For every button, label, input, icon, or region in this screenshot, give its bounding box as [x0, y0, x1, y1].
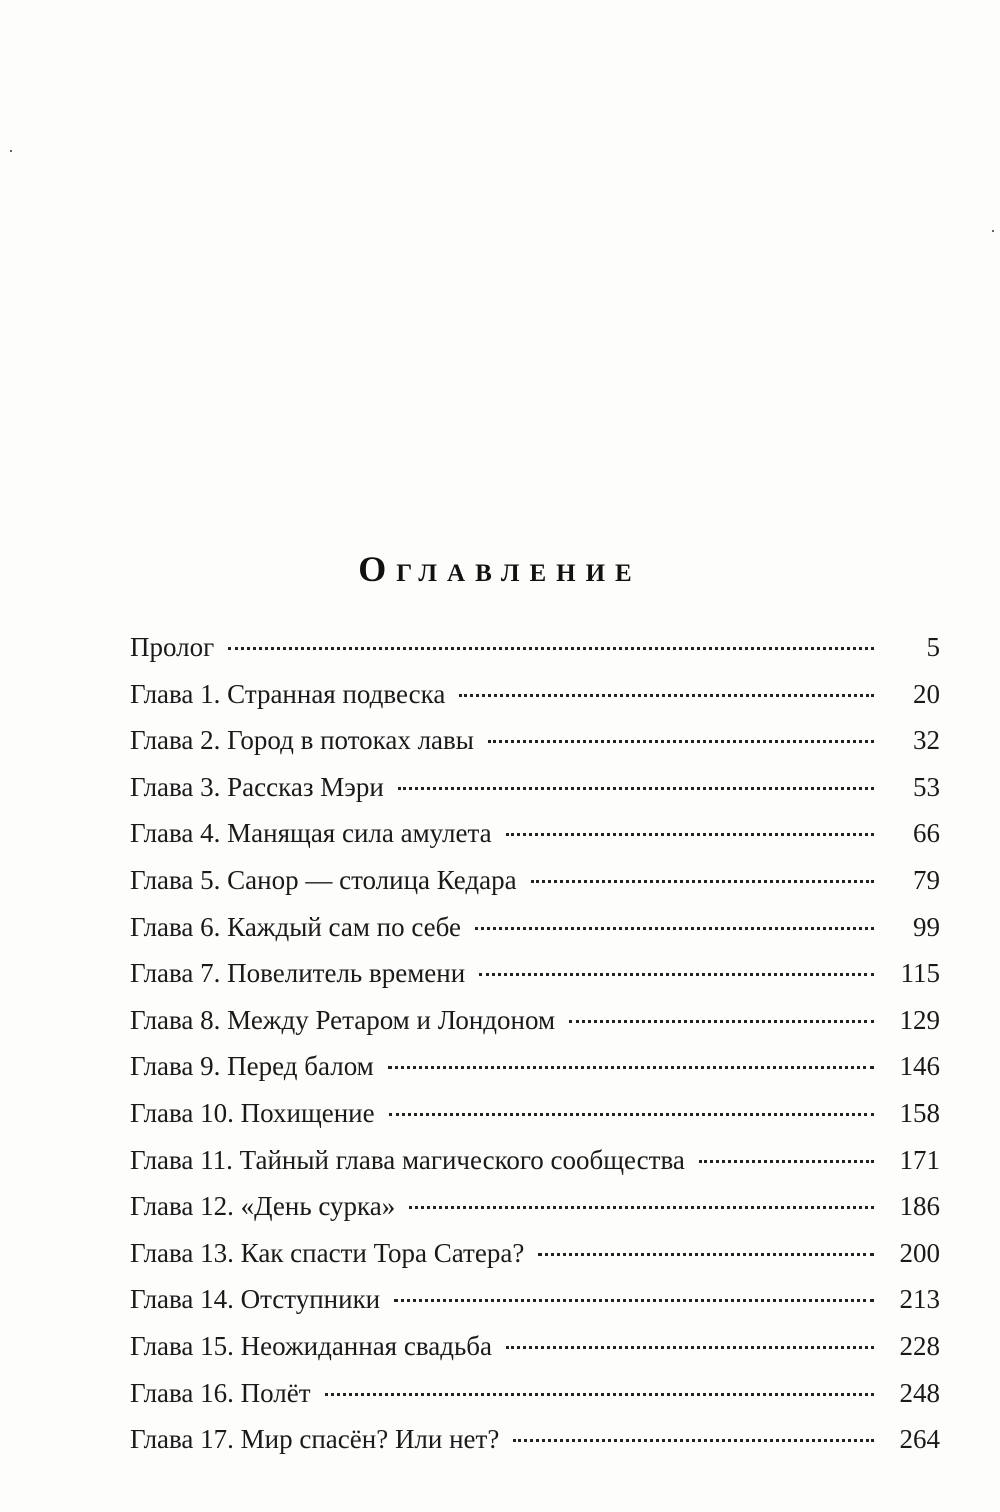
toc-entry — [130, 1331, 940, 1378]
toc-entry-page: 213 — [899, 1284, 940, 1315]
dot-leader — [569, 1020, 873, 1023]
dot-leader — [325, 1393, 874, 1396]
toc-entry-title: Глава 14. Отступники — [130, 1284, 381, 1315]
dot-leader — [513, 1439, 873, 1442]
dot-leader — [394, 1299, 873, 1302]
toc-entry-page: 66 — [913, 818, 940, 849]
dot-leader — [531, 880, 874, 883]
dot-leader — [398, 787, 874, 790]
toc-entry-page: 186 — [899, 1191, 940, 1222]
toc-entry-title: Глава 6. Каждый сам по себе — [130, 911, 462, 942]
scan-speck — [10, 150, 12, 152]
toc-entry — [130, 865, 940, 912]
toc-entry-page: 79 — [913, 864, 940, 895]
toc-entry — [130, 772, 940, 819]
toc-entry-page: 53 — [913, 771, 940, 802]
toc-entry — [130, 1424, 940, 1471]
toc-entry-page: 5 — [926, 632, 940, 662]
toc-entry-page: 264 — [899, 1424, 940, 1455]
toc-entry — [130, 679, 940, 726]
toc-entry-page: 248 — [899, 1377, 940, 1408]
toc-entry — [130, 912, 940, 959]
toc-entry-page: 129 — [899, 1004, 940, 1035]
toc-entry — [130, 818, 940, 865]
toc-entry-title: Глава 7. Повелитель времени — [130, 958, 466, 989]
toc-entry-title: Глава 12. «День сурка» — [130, 1191, 396, 1222]
toc-entry-title: Глава 3. Рассказ Мэри — [130, 771, 384, 802]
dot-leader — [388, 1066, 874, 1069]
toc-entry — [130, 1145, 940, 1192]
toc-entry — [130, 1051, 940, 1098]
scan-speck — [992, 230, 994, 232]
toc-entry — [130, 632, 940, 679]
dot-leader — [389, 1113, 874, 1116]
dot-leader — [488, 740, 874, 743]
toc-heading: Оглавление — [358, 549, 642, 589]
toc-entry-title: Глава 5. Санор — столица Кедара — [130, 864, 517, 895]
toc-list — [130, 632, 940, 1471]
toc-entry-title: Глава 17. Мир спасён? Или нет? — [130, 1424, 500, 1455]
toc-entry-page: 20 — [913, 678, 940, 709]
toc-entry-page: 158 — [899, 1097, 940, 1128]
toc-entry-page: 146 — [899, 1051, 940, 1082]
toc-entry-page: 99 — [913, 911, 940, 942]
dot-leader — [409, 1206, 873, 1209]
dot-leader — [228, 647, 874, 650]
toc-entry — [130, 1191, 940, 1238]
toc-entry — [130, 1378, 940, 1425]
toc-entry-title: Глава 2. Город в потоках лавы — [130, 725, 474, 756]
dot-leader — [475, 927, 874, 930]
toc-entry-title: Глава 4. Манящая сила амулета — [130, 818, 492, 849]
dot-leader — [538, 1253, 873, 1256]
toc-entry — [130, 958, 940, 1005]
toc-entry-title: Глава 10. Похищение — [130, 1097, 375, 1128]
dot-leader — [506, 833, 874, 836]
toc-entry-page: 228 — [899, 1330, 940, 1361]
dot-leader — [699, 1160, 874, 1163]
toc-entry — [130, 1098, 940, 1145]
toc-entry-page: 171 — [899, 1144, 940, 1175]
dot-leader — [479, 973, 874, 976]
dot-leader — [459, 694, 874, 697]
toc-entry-page: 32 — [913, 725, 940, 756]
toc-entry — [130, 1284, 940, 1331]
toc-entry-title: Глава 8. Между Ретаром и Лондоном — [130, 1004, 556, 1035]
toc-entry-page: 115 — [900, 958, 940, 989]
toc-entry-title: Глава 11. Тайный глава магического сообщества — [130, 1144, 685, 1175]
toc-entry — [130, 725, 940, 772]
toc-entry-title: Пролог — [130, 632, 215, 662]
dot-leader — [506, 1346, 874, 1349]
toc-entry-title: Глава 15. Неожиданная свадьба — [130, 1330, 492, 1361]
toc-entry-title: Глава 1. Странная подвеска — [130, 678, 446, 709]
toc-entry-title: Глава 9. Перед балом — [130, 1051, 374, 1082]
toc-entry-page: 200 — [899, 1237, 940, 1268]
toc-entry — [130, 1238, 940, 1285]
toc-entry-title: Глава 16. Полёт — [130, 1377, 311, 1408]
toc-entry-title: Глава 13. Как спасти Тора Сатера? — [130, 1237, 525, 1268]
toc-entry — [130, 1005, 940, 1052]
